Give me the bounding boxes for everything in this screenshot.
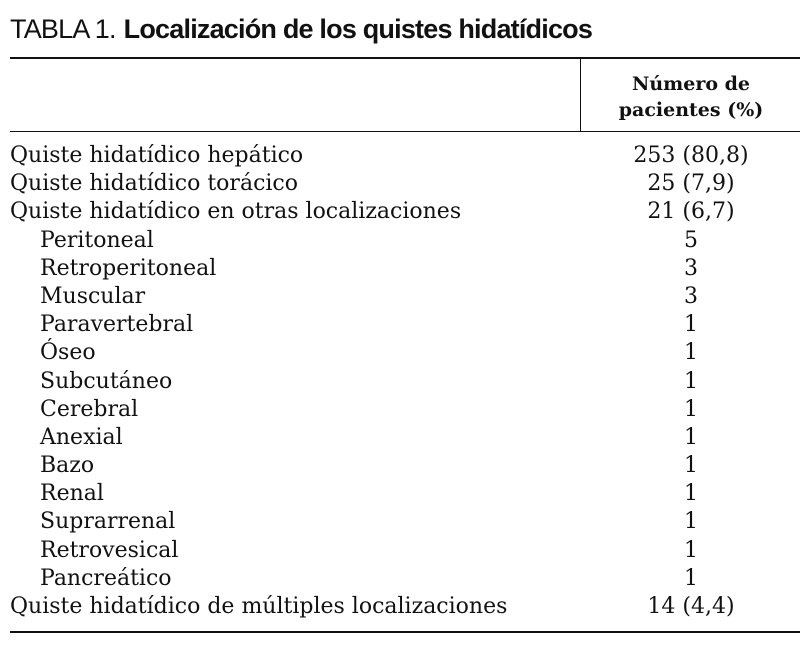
table-row — [10, 480, 800, 508]
table-row — [10, 283, 800, 311]
row-category: Quiste hidatídico en otras localizaciones — [10, 199, 462, 225]
table-row — [10, 396, 800, 424]
column-header-line-1: Número de — [631, 73, 751, 95]
table-row — [10, 452, 800, 480]
row-category: Quiste hidatídico torácico — [10, 171, 298, 197]
top-rule — [10, 57, 800, 59]
row-category: Retrovesical — [40, 537, 179, 563]
row-category: Quiste hidatídico hepático — [10, 143, 304, 168]
table-row — [10, 565, 800, 593]
table-row — [10, 198, 800, 226]
row-category: Peritoneal — [40, 227, 154, 253]
row-value: 1 — [684, 509, 698, 535]
row-value: 1 — [684, 368, 698, 394]
row-category: Anexial — [40, 424, 123, 450]
row-value: 1 — [684, 453, 698, 479]
row-value: 1 — [684, 537, 698, 563]
table-body — [10, 142, 800, 621]
row-value: 1 — [684, 396, 698, 422]
row-value: 25 (7,9) — [647, 171, 735, 197]
row-value: 1 — [684, 424, 698, 450]
bottom-rule — [10, 631, 800, 633]
table-row — [10, 508, 800, 536]
table-row — [10, 227, 800, 255]
table-row — [10, 311, 800, 339]
row-value: 253 (80,8) — [633, 143, 749, 168]
row-category: Bazo — [40, 453, 95, 479]
row-category: Renal — [40, 481, 104, 507]
table-row — [10, 170, 800, 198]
row-value: 1 — [684, 312, 698, 338]
row-category: Cerebral — [40, 396, 139, 422]
row-category: Retroperitoneal — [40, 255, 217, 281]
row-category: Óseo — [40, 340, 96, 366]
table-row — [10, 424, 800, 452]
table-row — [10, 255, 800, 283]
table-row — [10, 593, 800, 621]
row-category: Suprarrenal — [40, 509, 176, 535]
row-category: Paravertebral — [40, 312, 194, 338]
row-value: 1 — [684, 565, 698, 591]
row-value: 5 — [684, 227, 698, 253]
table-row — [10, 142, 800, 170]
row-value: 1 — [684, 340, 698, 366]
table-row — [10, 368, 800, 396]
header-divider — [580, 58, 581, 131]
table-title — [10, 14, 592, 45]
row-category: Muscular — [40, 283, 146, 309]
row-category: Pancreático — [40, 565, 172, 591]
row-category: Quiste hidatídico de múltiples localizaciones — [10, 594, 508, 619]
table-row — [10, 339, 800, 367]
column-header — [582, 71, 800, 123]
row-value: 21 (6,7) — [647, 199, 735, 225]
table-row — [10, 537, 800, 565]
row-value: 3 — [684, 283, 698, 309]
header-rule — [10, 131, 800, 132]
table-label: TABLA 1. — [10, 14, 116, 44]
row-category: Subcutáneo — [40, 368, 173, 394]
row-value: 3 — [684, 255, 698, 281]
column-header-line-2: pacientes (%) — [618, 99, 764, 121]
row-value: 14 (4,4) — [647, 594, 735, 619]
row-value: 1 — [684, 481, 698, 507]
table-caption: Localización de los quistes hidatídicos — [123, 14, 593, 44]
